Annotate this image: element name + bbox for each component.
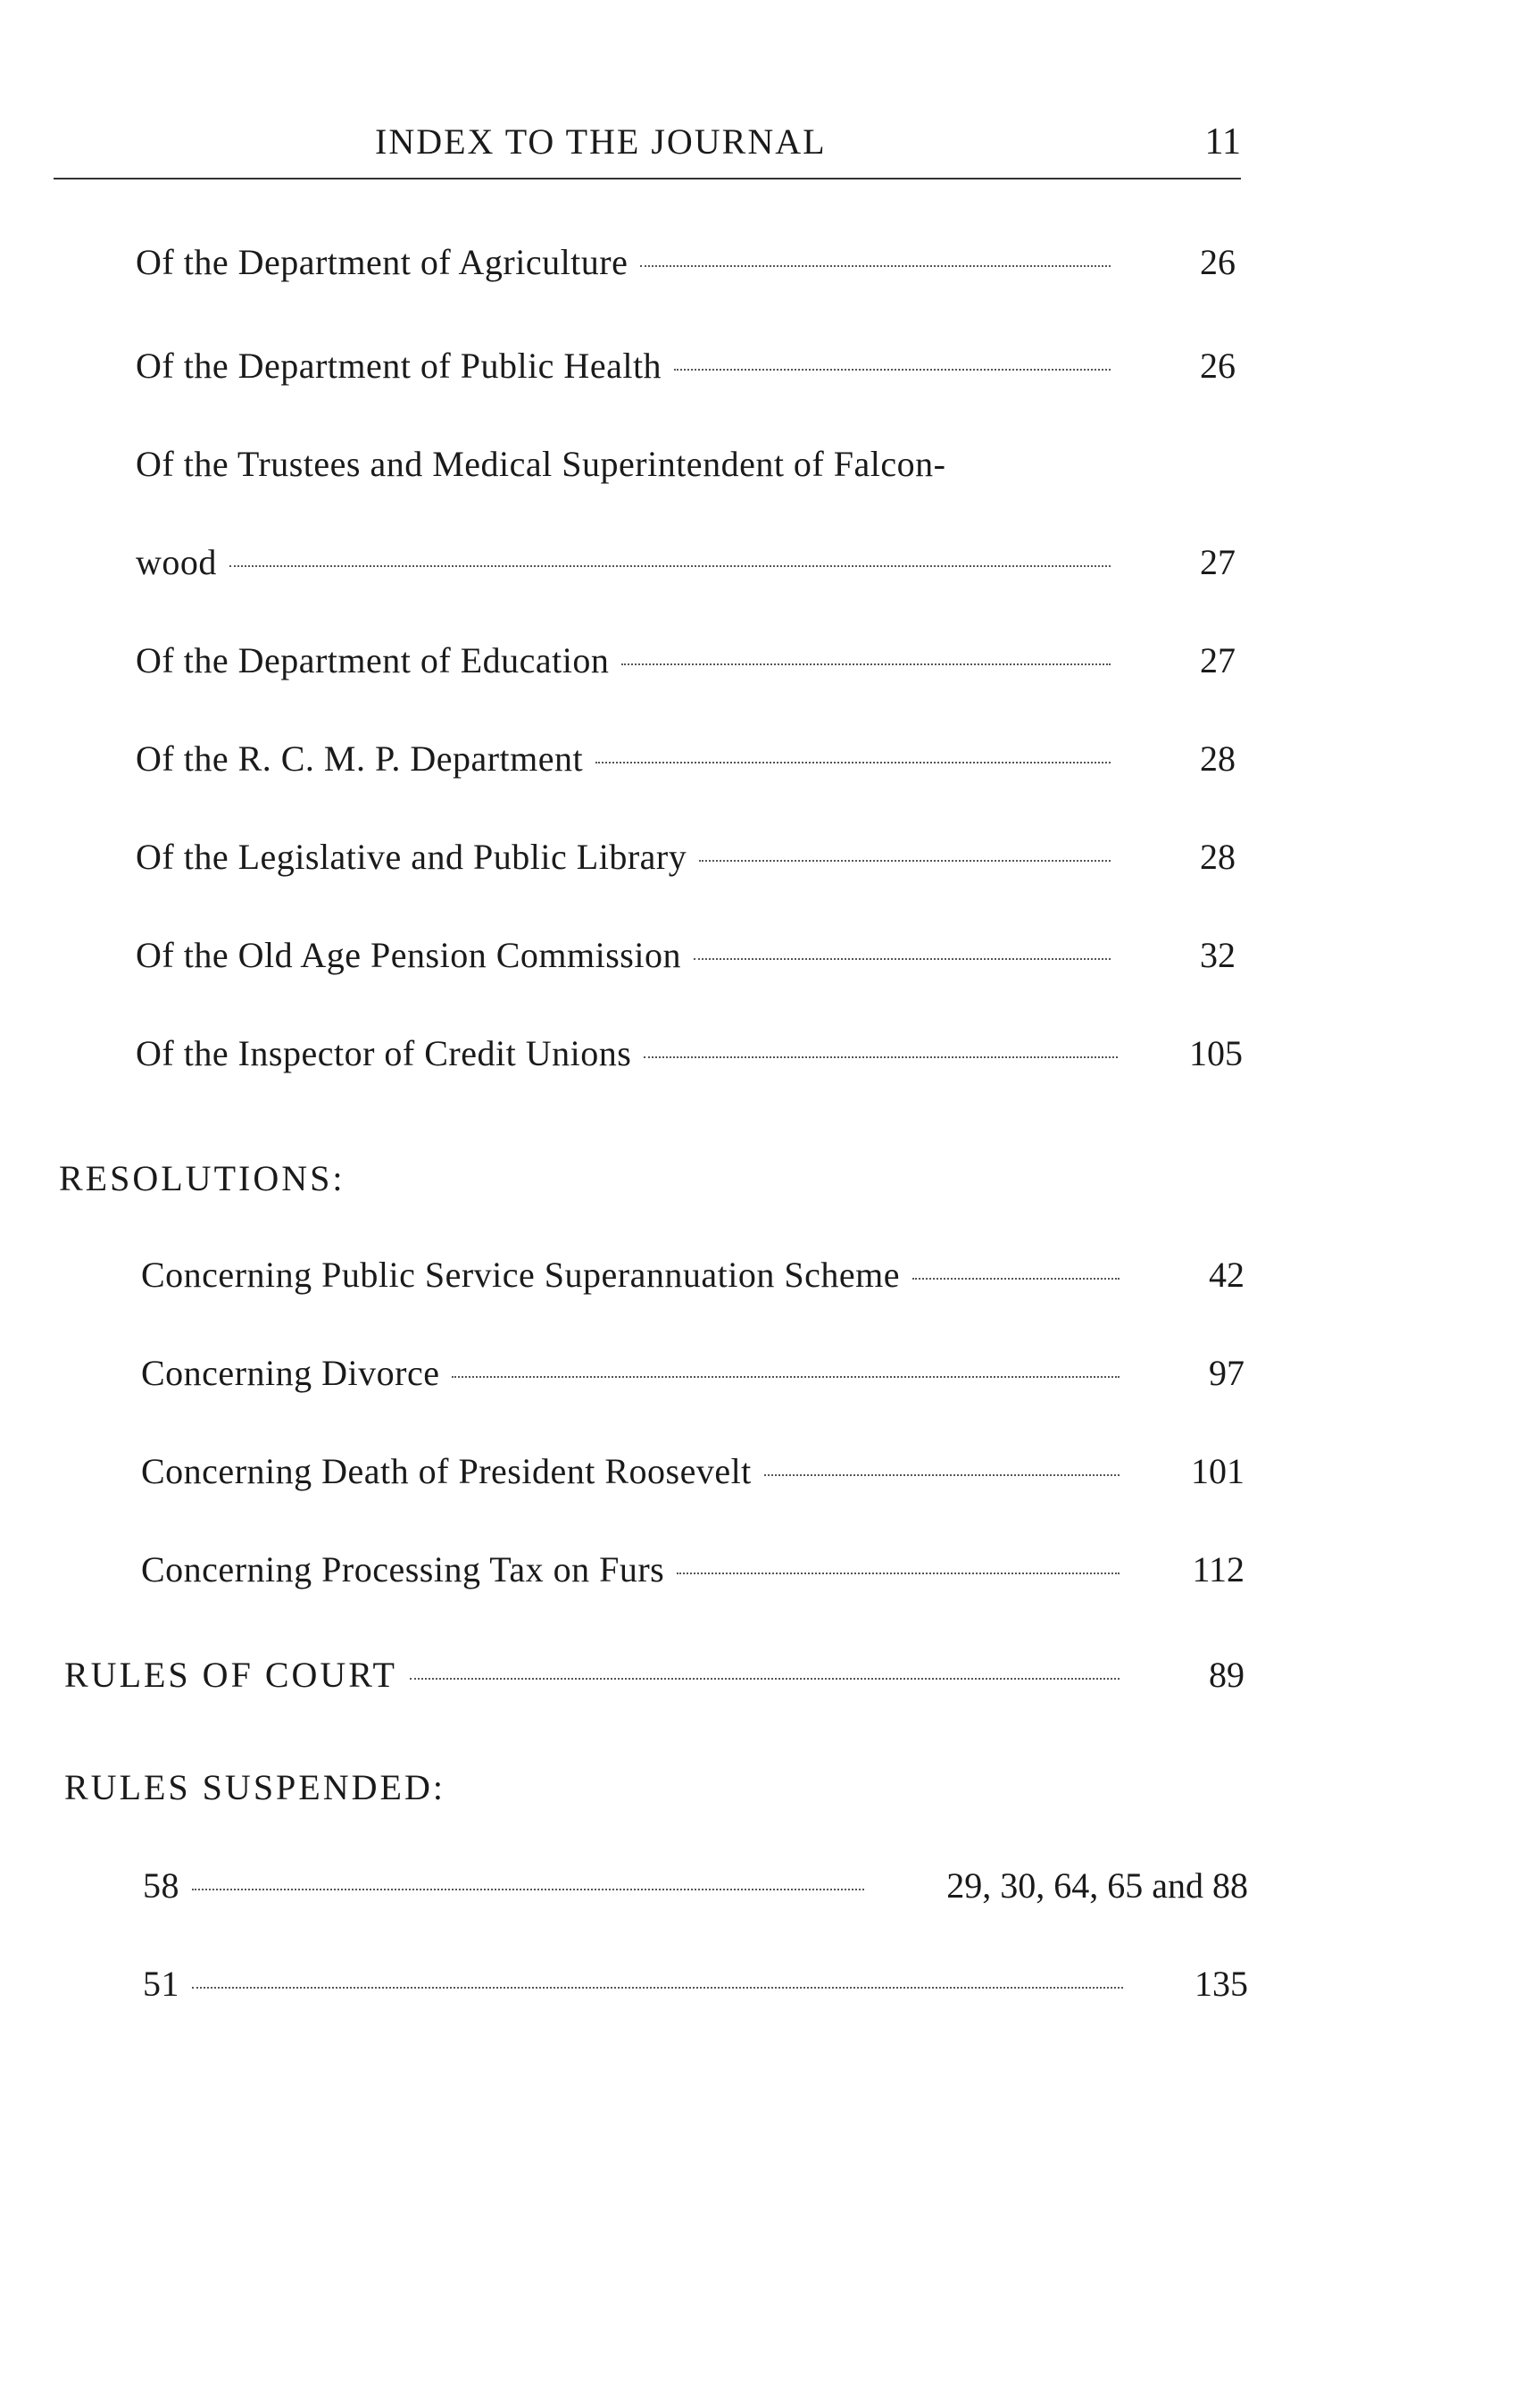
dot-leader	[674, 369, 1111, 371]
dot-leader	[229, 565, 1111, 567]
section-heading-rules-suspended: RULES SUSPENDED:	[64, 1767, 445, 1807]
entry-pages: 28	[1200, 738, 1236, 779]
entry-label: Of the Department of Agriculture	[136, 242, 628, 282]
dot-leader	[699, 860, 1111, 862]
entry-pages: 26	[1200, 242, 1236, 282]
entry-pages: 105	[1189, 1033, 1243, 1073]
dot-leader	[452, 1376, 1120, 1378]
index-entry	[136, 443, 1236, 496]
entry-label: Of the Department of Public Health	[136, 346, 662, 386]
index-entry	[141, 1254, 1244, 1307]
entry-label: 51	[143, 1964, 179, 2004]
entry-label: Concerning Processing Tax on Furs	[141, 1549, 665, 1589]
index-entry	[136, 1032, 1243, 1086]
page-title: INDEX TO THE JOURNAL	[375, 121, 827, 162]
index-entry	[141, 1352, 1244, 1406]
dot-leader	[644, 1056, 1118, 1058]
entry-label: Concerning Death of President Roosevelt	[141, 1451, 752, 1491]
entry-pages: 26	[1200, 346, 1236, 386]
entry-label: wood	[136, 542, 217, 582]
page-header	[54, 121, 1241, 185]
dot-leader	[677, 1573, 1120, 1574]
dot-leader	[764, 1474, 1120, 1476]
entry-label: Of the Old Age Pension Commission	[136, 935, 681, 975]
section-heading-resolutions: RESOLUTIONS:	[59, 1158, 345, 1198]
index-entry-rules-of-court	[64, 1654, 1244, 1707]
entry-label: Of the Department of Education	[136, 640, 610, 680]
entry-pages: 32	[1200, 935, 1236, 975]
entry-label: Of the Trustees and Medical Superintendent of Falcon-	[136, 444, 946, 484]
dot-leader	[912, 1278, 1120, 1280]
index-entry	[143, 1963, 1248, 2016]
entry-label: 58	[143, 1865, 179, 1906]
page-number: 11	[1204, 121, 1241, 163]
dot-leader	[621, 663, 1111, 665]
entry-pages: 135	[1195, 1964, 1248, 2004]
entry-pages: 42	[1209, 1255, 1244, 1295]
dot-leader	[192, 1987, 1123, 1989]
entry-label: Of the Legislative and Public Library	[136, 837, 687, 877]
entry-pages: 97	[1209, 1353, 1244, 1393]
index-entry	[136, 639, 1236, 693]
entry-pages: 29, 30, 64, 65 and 88	[946, 1865, 1248, 1906]
dot-leader	[192, 1889, 864, 1890]
index-entry	[136, 934, 1236, 988]
index-entry	[136, 241, 1236, 295]
dot-leader	[640, 265, 1111, 267]
entry-pages: 112	[1192, 1549, 1244, 1589]
index-entry	[136, 738, 1236, 791]
entry-label: RULES OF COURT	[64, 1655, 397, 1695]
index-entry	[143, 1865, 1248, 1918]
index-entry	[136, 541, 1236, 595]
header-rule	[54, 178, 1241, 179]
dot-leader	[595, 762, 1111, 763]
entry-pages: 89	[1209, 1655, 1244, 1695]
entry-pages: 27	[1200, 640, 1236, 680]
entry-label: Concerning Public Service Superannuation Scheme	[141, 1255, 900, 1295]
entry-label: Of the R. C. M. P. Department	[136, 738, 584, 779]
dot-leader	[694, 958, 1111, 960]
dot-leader	[410, 1678, 1120, 1680]
entry-label: Of the Inspector of Credit Unions	[136, 1033, 632, 1073]
entry-pages: 27	[1200, 542, 1236, 582]
entry-pages: 28	[1200, 837, 1236, 877]
entry-pages: 101	[1191, 1451, 1244, 1491]
index-entry	[136, 836, 1236, 889]
index-entry	[141, 1548, 1244, 1602]
index-entry	[141, 1450, 1244, 1504]
entry-label: Concerning Divorce	[141, 1353, 440, 1393]
index-entry	[136, 345, 1236, 398]
